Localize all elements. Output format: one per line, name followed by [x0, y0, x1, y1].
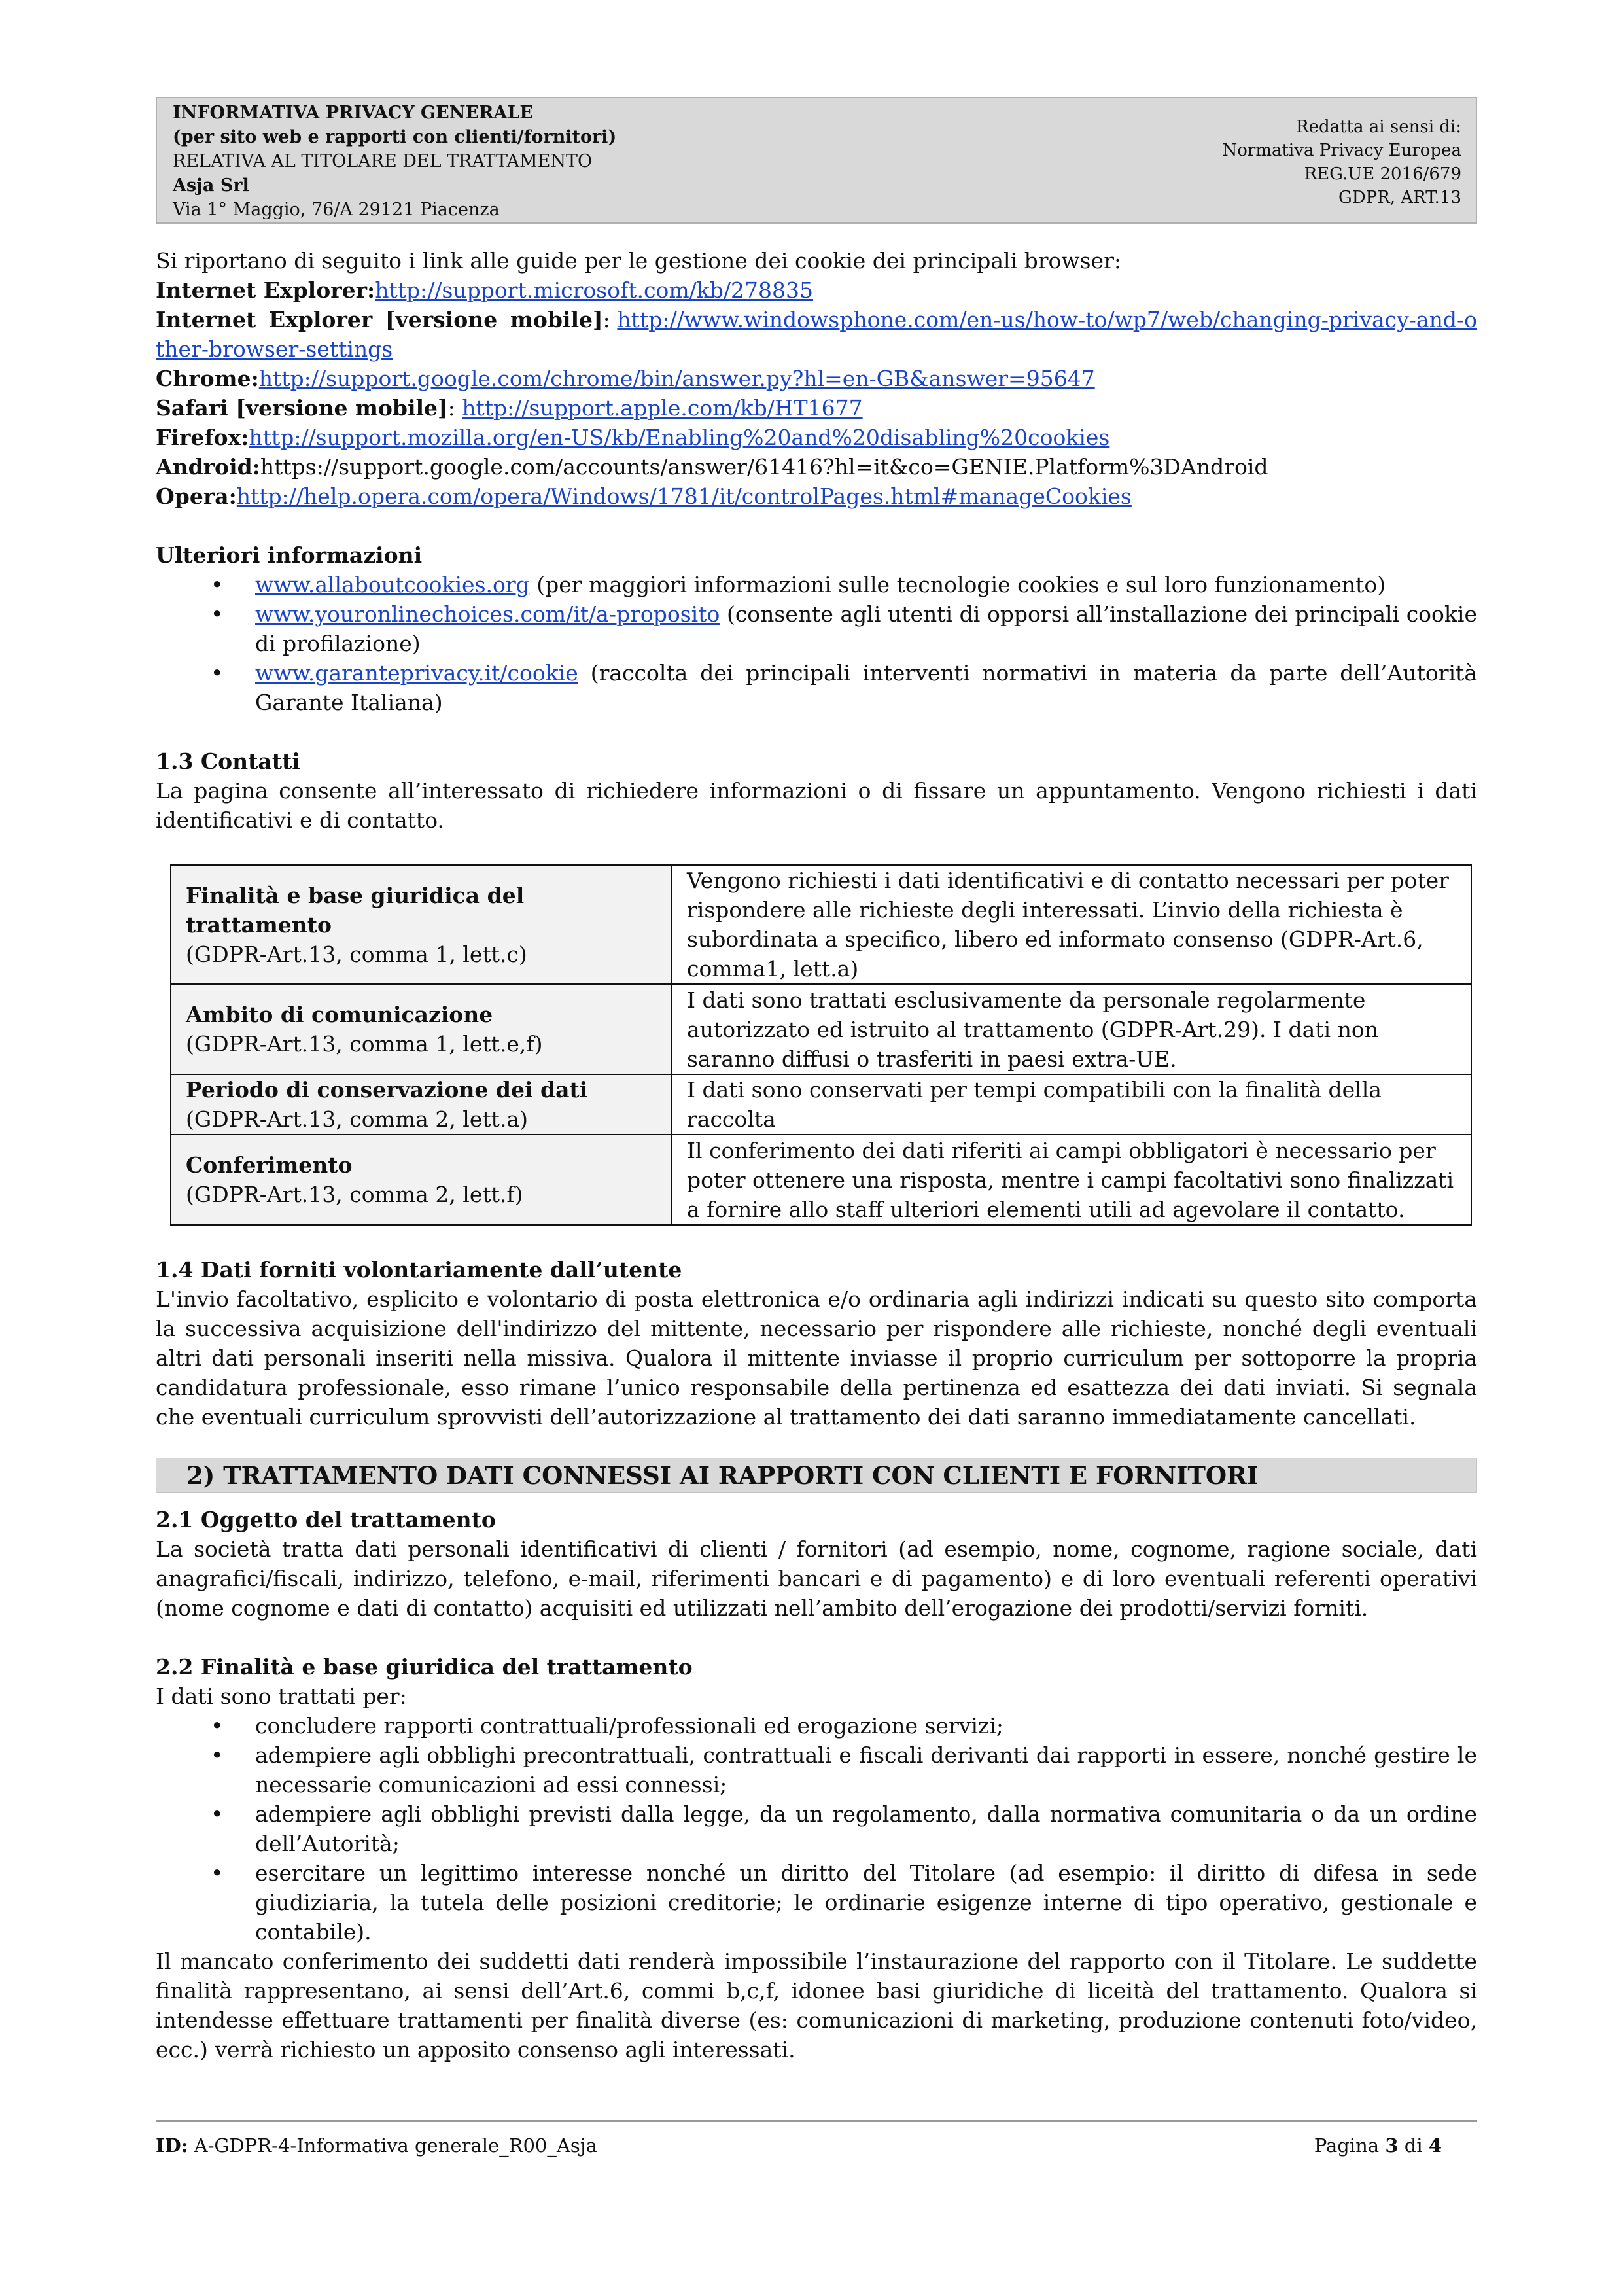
more-info-link[interactable]: www.youronlinechoices.com/it/a-proposito: [255, 601, 720, 627]
browser-link-line: [156, 482, 1477, 511]
table-ref: (GDPR-Art.13, comma 2, lett.f): [186, 1182, 523, 1207]
section-title-bar: 2) TRATTAMENTO DATI CONNESSI AI RAPPORTI CON CLIENTI E FORNITORI: [156, 1458, 1477, 1493]
document-page: [156, 97, 1477, 2064]
header-title: INFORMATIVA PRIVACY GENERALE: [173, 103, 533, 123]
list-item: • adempiere agli obblighi previsti dalla legge, da un regolamento, dalla normativa comunitaria o da un ordine dell’Autorità;: [156, 1799, 1477, 1858]
browser-name: Opera:: [156, 484, 237, 509]
table-row: [171, 984, 1471, 1074]
s22-list: [156, 1711, 1477, 1947]
contacts-text: La pagina consente all’interessato di richiedere informazioni o di fissare un appuntamento. Vengono richiesti i dati identificativi e di contatto.: [156, 778, 1477, 833]
list-item: [156, 570, 1477, 599]
browser-link[interactable]: http://support.apple.com/kb/HT1677: [462, 395, 863, 421]
list-item: • adempiere agli obblighi precontrattuali, contrattuali e fiscali derivanti dai rapporti in essere, nonché gestire le necessarie comunicazioni ad essi connessi;: [156, 1740, 1477, 1799]
table-row: [171, 1074, 1471, 1135]
more-info-link[interactable]: www.garanteprivacy.it/cookie: [255, 660, 578, 686]
footer-page-total: 4: [1428, 2134, 1442, 2157]
header-right: [1223, 115, 1462, 209]
footer-id-value: A-GDPR-4-Informativa generale_R00_Asja: [188, 2134, 597, 2157]
browser-name: Internet Explorer:: [156, 277, 375, 303]
table-value: I dati sono trattati esclusivamente da personale regolarmente autorizzato ed istruito al trattamento (GDPR-Art.29). I dati non saranno diffusi o trasferiti in paesi extra-UE.: [672, 984, 1471, 1074]
document-footer: [156, 2120, 1477, 2160]
list-item: [156, 599, 1477, 658]
browser-link-line: [156, 423, 1477, 452]
table-label-cell: [171, 1135, 672, 1225]
table-ref: (GDPR-Art.13, comma 1, lett.e,f): [186, 1031, 543, 1057]
browser-name: Safari [versione mobile]: [156, 395, 448, 421]
table-label: Conferimento: [186, 1152, 353, 1178]
browser-link-line: [156, 393, 1477, 423]
footer-page-current: 3: [1385, 2134, 1399, 2157]
browser-name: Firefox:: [156, 425, 249, 450]
s22-heading: 2.2 Finalità e base giuridica del trattamento: [156, 1654, 693, 1680]
voluntary-text: L'invio facoltativo, esplicito e volontario di posta elettronica e/o ordinaria agli indirizzi indicati su questo sito comporta la successiva acquisizione dell'indirizzo del mittente, necessario per rispondere alle richieste, nonché degli eventuali altri dati personali inseriti nella missiva. Qualora il mittente inviasse il proprio curriculum per sottoporre la propria candidatura professionale, esso rimane l’unico responsabile della pertinenza ed esattezza dei dati inviati. Si segnala che eventuali curriculum sprovvisti dell’autorizzazione al trattamento dei dati saranno immediatamente cancellati.: [156, 1286, 1477, 1430]
browser-link[interactable]: http://support.mozilla.org/en-US/kb/Enabling%20and%20disabling%20cookies: [249, 425, 1110, 450]
table-label: Ambito di comunicazione: [186, 1002, 493, 1027]
contacts-table: [170, 864, 1472, 1226]
header-subtitle: (per sito web e rapporti con clienti/fornitori): [173, 127, 617, 147]
more-info-text: (raccolta dei principali interventi normativi in materia da parte dell’Autorità Garante Italiana): [255, 660, 1477, 715]
contacts-heading: 1.3 Contatti: [156, 749, 300, 774]
document-header: [156, 97, 1477, 224]
table-value: I dati sono conservati per tempi compatibili con la finalità della raccolta: [672, 1074, 1471, 1135]
header-ref-line: REG.UE 2016/679: [1304, 164, 1461, 184]
document-body: [156, 246, 1477, 2064]
list-item: [156, 658, 1477, 717]
browser-name: Android:: [156, 454, 260, 480]
s22-outro: Il mancato conferimento dei suddetti dati renderà impossibile l’instaurazione del rapporto con il Titolare. Le suddette finalità rappresentano, ai sensi dell’Art.6, commi b,c,f, idonee basi giuridiche di liceità del trattamento. Qualora si intendesse effettuare trattamenti per finalità diverse (es: comunicazioni di marketing, produzione contenuti foto/video, ecc.) verrà richiesto un apposito consenso agli interessati.: [156, 1949, 1477, 2062]
header-controller-label: RELATIVA AL TITOLARE DEL TRATTAMENTO: [173, 151, 593, 171]
browser-link-line: [156, 364, 1477, 393]
browser-name: Internet Explorer [versione mobile]: [156, 307, 603, 332]
more-info-link[interactable]: www.allaboutcookies.org: [255, 572, 530, 597]
table-label: Finalità e base giuridica del trattamento: [186, 882, 525, 938]
browser-link-line: [156, 275, 1477, 305]
s22-intro: I dati sono trattati per:: [156, 1684, 407, 1709]
table-value: Il conferimento dei dati riferiti ai campi obbligatori è necessario per poter ottenere una risposta, mentre i campi facoltativi sono finalizzati a fornire allo staff ulteriori elementi utili ad agevolare il contatto.: [672, 1135, 1471, 1225]
table-row: [171, 1135, 1471, 1225]
browser-link-line: [156, 452, 1477, 482]
browser-link[interactable]: http://www.windowsphone.com/en-us/how-to/wp7/web/changing-privacy-and-other-browser-settings: [156, 307, 1477, 362]
browsers-intro: Si riportano di seguito i link alle guide per le gestione dei cookie dei principali browser:: [156, 248, 1121, 274]
footer-of-word: di: [1398, 2134, 1429, 2157]
table-label: Periodo di conservazione dei dati: [186, 1077, 588, 1103]
more-info-heading: Ulteriori informazioni: [156, 542, 423, 568]
table-value: Vengono richiesti i dati identificativi e di contatto necessari per poter rispondere alle richieste degli interessati. L’invio della richiesta è subordinata a specifico, libero ed informato consenso (GDPR-Art.6, comma1, lett.a): [672, 865, 1471, 984]
browser-url-plain: https://support.google.com/accounts/answer/61416?hl=it&co=GENIE.Platform%3DAndroid: [260, 454, 1268, 480]
browser-link[interactable]: http://support.microsoft.com/kb/278835: [375, 277, 813, 303]
list-item: • esercitare un legittimo interesse nonché un diritto del Titolare (ad esempio: il diritto di difesa in sede giudiziaria, la tutela delle posizioni creditorie; le ordinarie esigenze interne di tipo operativo, gestionale e contabile).: [156, 1858, 1477, 1947]
s21-text: La società tratta dati personali identificativi di clienti / fornitori (ad esempio, nome, cognome, ragione sociale, dati anagrafici/fiscali, indirizzo, telefono, e-mail, riferimenti bancari e di pagamento) e di loro eventuali referenti operativi (nome cognome e dati di contatto) acquisiti ed utilizzati nell’ambito dell’erogazione dei prodotti/servizi forniti.: [156, 1536, 1477, 1621]
list-item: • concludere rapporti contrattuali/professionali ed erogazione servizi;: [156, 1711, 1477, 1740]
browser-link[interactable]: http://support.google.com/chrome/bin/answer.py?hl=en-GB&answer=95647: [258, 366, 1095, 391]
table-label-cell: [171, 865, 672, 984]
table-label-cell: [171, 1074, 672, 1135]
more-info-list: [156, 570, 1477, 717]
header-address: Via 1° Maggio, 76/A 29121 Piacenza: [173, 200, 500, 220]
voluntary-heading: 1.4 Dati forniti volontariamente dall’utente: [156, 1257, 682, 1282]
footer-id-label: ID:: [156, 2134, 188, 2157]
header-left: [173, 101, 616, 222]
footer-page-number: [1314, 2131, 1442, 2160]
table-ref: (GDPR-Art.13, comma 1, lett.c): [186, 941, 527, 967]
browser-name: Chrome:: [156, 366, 259, 391]
table-ref: (GDPR-Art.13, comma 2, lett.a): [186, 1106, 528, 1132]
header-company: Asja Srl: [173, 175, 249, 196]
more-info-text: (consente agli utenti di opporsi all’installazione dei principali cookie di profilazione): [255, 601, 1477, 656]
browser-link-line: [156, 305, 1477, 364]
s21-heading: 2.1 Oggetto del trattamento: [156, 1507, 496, 1532]
browser-sep: :: [447, 395, 462, 421]
header-ref-line: GDPR, ART.13: [1338, 188, 1461, 207]
browser-sep: :: [602, 307, 618, 332]
header-ref-line: Normativa Privacy Europea: [1222, 141, 1461, 160]
browser-link[interactable]: http://help.opera.com/opera/Windows/1781/it/controlPages.html#manageCookies: [236, 484, 1132, 509]
header-ref-line: Redatta ai sensi di:: [1296, 117, 1461, 137]
table-label-cell: [171, 984, 672, 1074]
table-row: [171, 865, 1471, 984]
more-info-text: (per maggiori informazioni sulle tecnologie cookies e sul loro funzionamento): [529, 572, 1386, 597]
footer-page-word: Pagina: [1314, 2134, 1386, 2157]
